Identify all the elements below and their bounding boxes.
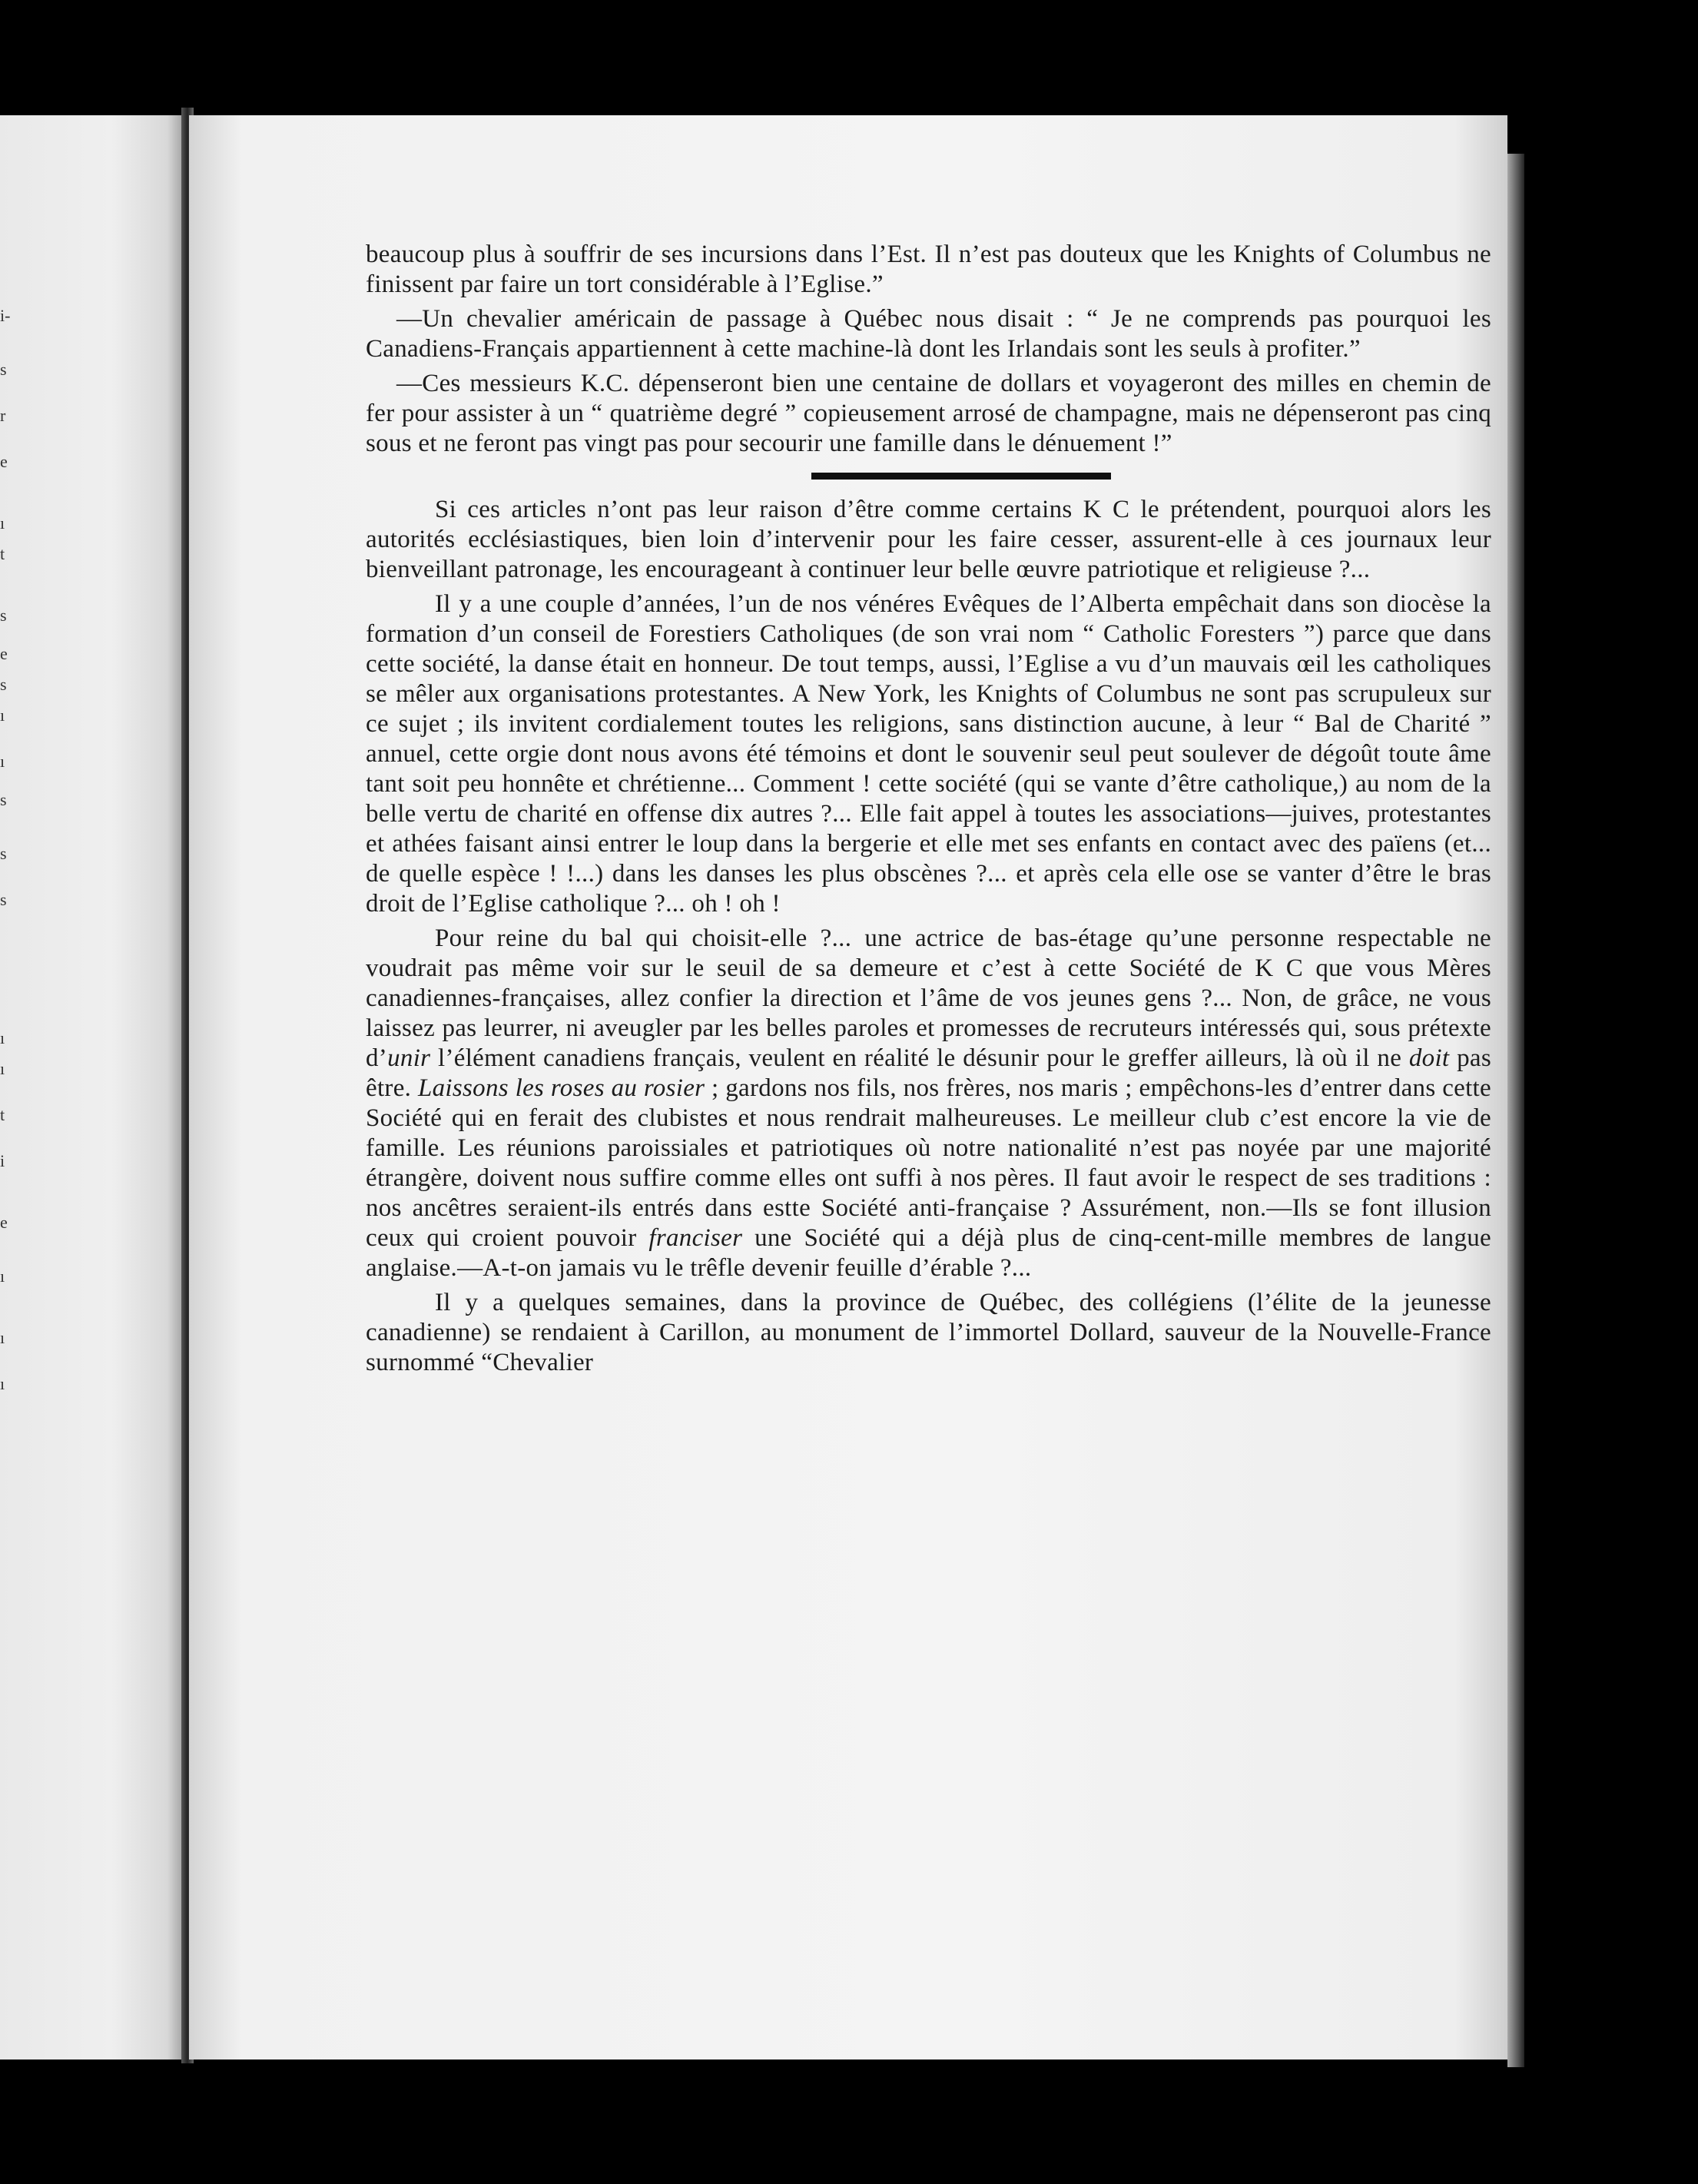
- left-margin-fragment: t: [0, 1105, 5, 1124]
- left-margin-fragment: ı: [0, 705, 5, 725]
- left-margin-fragment: ı: [0, 513, 5, 533]
- paragraph-text: —Un chevalier américain de passage à Québec nous disait : “ Je ne comprends pas pourquoi les Canadiens-Français appartiennent à cette machine-là dont les Irlandais sont les seuls à profiter.”: [366, 305, 1491, 363]
- paragraph-p4: [366, 495, 1491, 585]
- left-margin-fragment: s: [0, 844, 7, 863]
- left-page: [0, 115, 186, 2060]
- right-page: [189, 115, 1507, 2060]
- left-margin-fragment: r: [0, 406, 6, 425]
- section-divider-rule: [811, 473, 1111, 480]
- left-margin-fragment: s: [0, 790, 7, 809]
- paragraph-p2: [366, 304, 1491, 364]
- paragraph-text: ; gardons nos fils, nos frères, nos maris ; empêchons-les d’entrer dans cette Société qui en ferait des clubistes et nous rendrait malheureuses. Le meilleur club c’est encore la vie de famille. Les réunions paroissiales et patriotiques où notre nationalité n’est pas noyée par une majorité étrangère, doivent nous suffire comme elles ont suffi à nos pères. Il faut avoir le respect de ses traditions : nos ancêtres seraient-ils entrés dans estte Société anti-française ? Assurément, non.—Ils se font illusion ceux qui croient pouvoir: [366, 1074, 1491, 1252]
- left-margin-fragment: ı: [0, 1374, 5, 1393]
- paragraph-text: pas être.: [366, 1044, 1491, 1102]
- paragraph-text: —Ces messieurs K.C. dépenseront bien une centaine de dollars et voyageront des milles en chemin de fer pour assister à un “ quatrième degré ” copieusement arrosé de champagne, mais ne dépenseront pas cinq sous et ne feront pas vingt pas pour secourir une famille dans le dénuement !”: [366, 370, 1491, 457]
- paragraph-text: Il y a une couple d’années, l’un de nos vénéres Evêques de l’Alberta empêchait dans son diocèse la formation d’un conseil de Forestiers Catholiques (de son vrai nom “ Catholic Foresters ”) parce que dans cette société, la danse était en honneur. De tout temps, aussi, l’Eglise a vu d’un mauvais œil les catholiques se mêler aux organisations protestantes. A New York, les Knights of Columbus ne sont pas scrupuleux sur ce sujet ; ils invitent cordialement toutes les religions, sans distinction aucune, à leur “ Bal de Charité ” annuel, cette orgie dont nous avons été témoins et dont le souvenir seul peut soulever de dégoût toute âme tant soit peu honnête et chrétienne... Comment ! cette société (qui se vante d’être catholique,) au nom de la belle vertu de charité en offense dix autres ?... Elle fait appel à toutes les associations—juives, protestantes et athées faisant ainsi entrer le loup dans la bergerie et elle met ses enfants en contact avec des païens (et... de quelle espèce ! !...) dans les danses les plus obscènes ?... et après cela elle ose se vanter d’être le bras droit de l’Eglise catholique ?... oh ! oh !: [366, 590, 1491, 918]
- emphasis-text: Laissons les roses au rosier: [417, 1074, 705, 1102]
- paragraph-p7: [366, 1288, 1491, 1378]
- paragraph-p3: [366, 369, 1491, 459]
- left-margin-fragment: e: [0, 1213, 8, 1232]
- paragraph-text: Pour reine du bal qui choisit-elle ?... une actrice de bas-étage qu’une personne respectable ne voudrait pas même voir sur le seuil de sa demeure et c’est à cette Société de K C que vous Mères canadiennes-françaises, allez confier la direction et l’âme de vos jeunes gens ?... Non, de grâce, ne vous laissez pas leurrer, ni aveugler par les belles paroles et promesses de recruteurs intéressés qui, sous prétexte d’: [366, 924, 1491, 1072]
- paragraph-p6: [366, 924, 1491, 1283]
- page-edge: [1507, 154, 1524, 2067]
- left-margin-fragment: e: [0, 452, 8, 471]
- left-margin-fragment: t: [0, 544, 5, 563]
- left-margin-fragment: ı: [0, 1266, 5, 1286]
- emphasis-text: doit: [1408, 1044, 1450, 1072]
- left-margin-fragment: e: [0, 644, 8, 663]
- page-text: [366, 240, 1491, 1378]
- left-margin-fragment: s: [0, 890, 7, 909]
- emphasis-text: franciser: [648, 1224, 743, 1252]
- left-margin-fragment: i-: [0, 306, 11, 325]
- emphasis-text: unir: [387, 1044, 431, 1072]
- paragraph-text: beaucoup plus à souffrir de ses incursions dans l’Est. Il n’est pas douteux que les Knights of Columbus ne finissent par faire un tort considérable à l’Eglise.”: [366, 241, 1491, 298]
- left-margin-fragment: ı: [0, 1028, 5, 1047]
- paragraph-text: Si ces articles n’ont pas leur raison d’être comme certains K C le prétendent, pourquoi alors les autorités ecclésiastiques, bien loin d’intervenir pour les faire cesser, assurent-elle à ces journaux leur bienveillant patronage, les encourageant à continuer leur belle œuvre patriotique et religieuse ?...: [366, 496, 1491, 583]
- left-margin-fragment: s: [0, 360, 7, 379]
- left-margin-fragment: ı: [0, 1328, 5, 1347]
- paragraph-text: l’élément canadiens français, veulent en réalité le désunir pour le greffer ailleurs, là où il ne: [430, 1044, 1409, 1072]
- left-page-margin-fragments: [0, 115, 23, 2060]
- paragraph-text: Il y a quelques semaines, dans la province de Québec, des collégiens (l’élite de la jeunesse canadienne) se rendaient à Carillon, au monument de l’immortel Dollard, sauveur de la Nouvelle-France surnommé “Chevalier: [366, 1289, 1491, 1376]
- left-margin-fragment: s: [0, 675, 7, 694]
- paragraph-p1: [366, 240, 1491, 300]
- left-margin-fragment: ı: [0, 752, 5, 771]
- paragraph-p5: [366, 589, 1491, 919]
- paragraph-text: une Société qui a déjà plus de cinq-cent-mille membres de langue anglaise.—A-t-on jamais vu le trêfle devenir feuille d’érable ?...: [366, 1224, 1491, 1282]
- left-margin-fragment: s: [0, 606, 7, 625]
- left-margin-fragment: ı: [0, 1059, 5, 1078]
- left-margin-fragment: i: [0, 1151, 5, 1170]
